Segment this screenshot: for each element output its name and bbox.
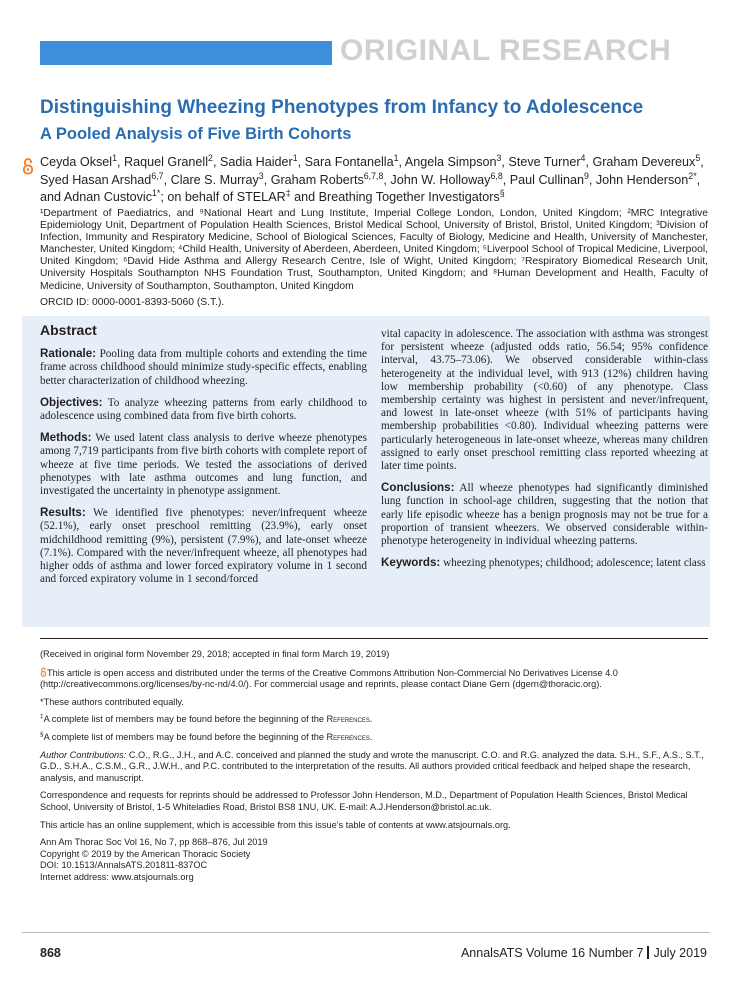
article-title: Distinguishing Wheezing Phenotypes from Infancy to Adolescence — [40, 97, 644, 118]
online-supplement-note: This article has an online supplement, which is accessible from this issue’s table of contents at www.atsjournals.org. — [40, 819, 511, 830]
author-group-note: ; on behalf of STELAR — [160, 190, 286, 204]
author[interactable]: Graham Roberts$^{6,7,8}$ — [270, 170, 384, 187]
author-group-note-2: and Breathing Together Investigators — [290, 190, 500, 204]
author[interactable]: and Adnan Custovic$^{1*}$ — [40, 187, 161, 204]
abstract-column-left — [40, 324, 367, 594]
author[interactable]: John Henderson$^{2*}$ — [595, 170, 697, 187]
abstract-rationale: Rationale: Pooling data from multiple cohorts and extending the time frame across childhood should minimize study-specific effects, enabling better characterization of childhood wheezing. — [40, 347, 367, 387]
author[interactable]: Graham Devereux$^5$ — [592, 152, 701, 169]
author-list: Ceyda Oksel$^1$, Raquel Granell$^2$, Sadia Haider$^1$, Sara Fontanella$^1$, Angela Simpson$^3$, Steve Turner$^4$, Graham Devereux$^5$, Syed Hasan Arshad$^{6,7}$, Clare S. Murray$^3$, Graham Roberts$^{6,7,8}$, John W. Holloway$^{6,8}$, Paul Cullinan$^9$, John Henderson$^{2*}$, and Adnan Custovic$^{1*}$; on behalf of STELAR‡ and Breathing Together Investigators§ — [40, 152, 704, 204]
affiliations: ¹Department of Paediatrics, and ⁹National Heart and Lung Institute, Imperial College London, London, United Kingdom; ²MRC Integrative Epidemiology Unit, Department of Population Health Sciences, Bristol Medical School, University of Bristol, Bristol, United Kingdom; ³Division of Infection, Immunity and Respiratory Medicine, School of Biological Sciences, Faculty of Biology, Medicine and Health, University of Manchester, Manchester, United Kingdom; ⁴Child Health, University of Aberdeen, Aberdeen, United Kingdom; ⁵Liverpool School of Tropical Medicine, Liverpool, United Kingdom; ⁶David Hide Asthma and Allergy Research Centre, Isle of Wight, United Kingdom; ⁷Respiratory Biomedical Research Unit, University Hospitals Southampton NHS Foundation Trust, Southampton, United Kingdom; and ⁸Human Development and Health, Faculty of Medicine, University of Southampton, Southampton, United Kingdom — [40, 208, 708, 292]
abstract-objectives: Objectives: To analyze wheezing patterns from early childhood to adolescence using combined data from five birth cohorts. — [40, 395, 367, 423]
citation: Ann Am Thorac Soc Vol 16, No 7, pp 868–876, Jul 2019 — [40, 837, 268, 848]
footnotes — [40, 649, 708, 884]
abstract-results-continued: vital capacity in adolescence. The association with asthma was strongest for persistent wheeze (adjusted odds ratio, 56.54; 95% confidence interval, 43.75–73.06). We observed considerable within-class heterogeneity at the individual level, with 913 (12%) children having low membership probability (<0.60) of any phenotype. Class membership certainty was highest in persistent and never/infrequent, and lowest in late-onset wheeze (with 51% of participants having membership probabilities <0.80). Individual wheezing patterns were particularly heterogeneous in late-onset wheeze, whereas many children assigned to early onset preschool remitting class reported wheezing at later time points. — [381, 328, 708, 473]
journal-volume: AnnalsATS Volume 16 Number 7 — [460, 946, 644, 960]
journal-info — [461, 946, 707, 960]
abstract-heading: Abstract — [40, 322, 97, 338]
doi[interactable]: DOI: 10.1513/AnnalsATS.201811-837OC — [40, 860, 208, 871]
author[interactable]: Steve Turner$^4$ — [508, 152, 586, 169]
author[interactable]: Angela Simpson$^3$ — [404, 152, 502, 169]
journal-date: July 2019 — [653, 946, 707, 960]
abstract-keywords: Keywords: wheezing phenotypes; childhood; adolescence; latent class — [381, 556, 706, 570]
author[interactable]: Raquel Granell$^2$ — [124, 152, 213, 169]
section-label: ORIGINAL RESEARCH — [340, 34, 672, 67]
abstract-conclusions: Conclusions: All wheeze phenotypes had significantly diminished lung function in school-age children, suggesting that the notion that early life episodic wheeze has a benign prognosis may not be true for a proportion of transient wheezers. We observed considerable within-phenotype heterogeneity in individual wheezing patterns. — [381, 481, 708, 548]
author[interactable]: Clare S. Murray$^3$ — [170, 170, 264, 187]
footer-separator — [647, 946, 649, 959]
header-accent-bar — [40, 41, 332, 65]
author[interactable]: Sadia Haider$^1$ — [219, 152, 298, 169]
publication-info — [40, 837, 708, 883]
page-number: 868 — [40, 946, 61, 960]
abstract-results: Results: We identified five phenotypes: never/infrequent wheeze (52.1%), early onset preschool remitting (23.9%), early onset midchildhood remitting (9%), persistent (7.9%), and late-onset wheeze (7.1%). Compared with the never/infrequent wheeze, all phenotypes had higher odds of asthma and lower forced expiratory volume in 1 second and forced expiratory volume in 1 second/forced — [40, 506, 367, 586]
open-access-lock-icon — [22, 157, 34, 175]
footnote-divider — [40, 638, 708, 639]
orcid-id: ORCID ID: 0000-0001-8393-5060 (S.T.). — [40, 297, 225, 308]
correspondence: Correspondence and requests for reprints should be addressed to Professor John Henderson, M.D., Department of Population Health Sciences, Bristol Medical School, University of Bristol, 1-5 Whiteladies Road, Bristol BS8 1NU, UK. E-mail: A.J.Henderson@bristol.ac.uk. — [40, 790, 688, 812]
abstract-column-right — [381, 328, 708, 578]
breathing-together-note: §A complete list of members may be found before the beginning of the References. — [40, 730, 373, 742]
author[interactable]: Syed Hasan Arshad$^{6,7}$ — [40, 170, 164, 187]
author[interactable]: Sara Fontanella$^1$ — [304, 152, 399, 169]
author[interactable]: Ceyda Oksel$^1$ — [40, 152, 118, 169]
open-access-note: This article is open access and distributed under the terms of the Creative Commons Attribution Non-Commercial No Derivatives License 4.0 (http://creativecommons.org/licenses/by-nc-nd/4.0/). For commercial usage and reprints, please contact Diane Gern (dgern@thoracic.org). — [40, 667, 618, 690]
article-subtitle: A Pooled Analysis of Five Birth Cohorts — [40, 125, 352, 143]
stelar-note: ‡A complete list of members may be found before the beginning of the References. — [40, 713, 373, 725]
author[interactable]: John W. Holloway$^{6,8}$ — [390, 170, 503, 187]
author[interactable]: Paul Cullinan$^9$ — [509, 170, 589, 187]
copyright: Copyright © 2019 by the American Thoracic Society — [40, 848, 251, 859]
equal-contribution-note: *These authors contributed equally. — [40, 696, 184, 707]
abstract-methods: Methods: We used latent class analysis to derive wheeze phenotypes among 7,719 participants from five birth cohorts with complete report of wheeze at five time periods. We tested the associations of derived phenotypes with late asthma outcomes and lung function, and investigated the uncertainty in phenotype assignment. — [40, 431, 367, 498]
footer-rule — [22, 932, 710, 933]
internet-address[interactable]: Internet address: www.atsjournals.org — [40, 871, 194, 882]
author-contributions: Author Contributions: C.O., R.G., J.H., and A.C. conceived and planned the study and wrote the manuscript. C.O. and R.G. analyzed the data. S.H., S.F., A.S., S.T., G.D., S.H.A., C.S.M., G.R., J.W.H., and P.C. contributed to the interpretation of the results. All authors provided critical feedback and helped shape the research, analysis, and manuscript. — [40, 749, 704, 783]
open-access-lock-icon — [40, 667, 47, 677]
received-dates: (Received in original form November 29, 2018; accepted in final form March 19, 2019) — [40, 649, 390, 659]
